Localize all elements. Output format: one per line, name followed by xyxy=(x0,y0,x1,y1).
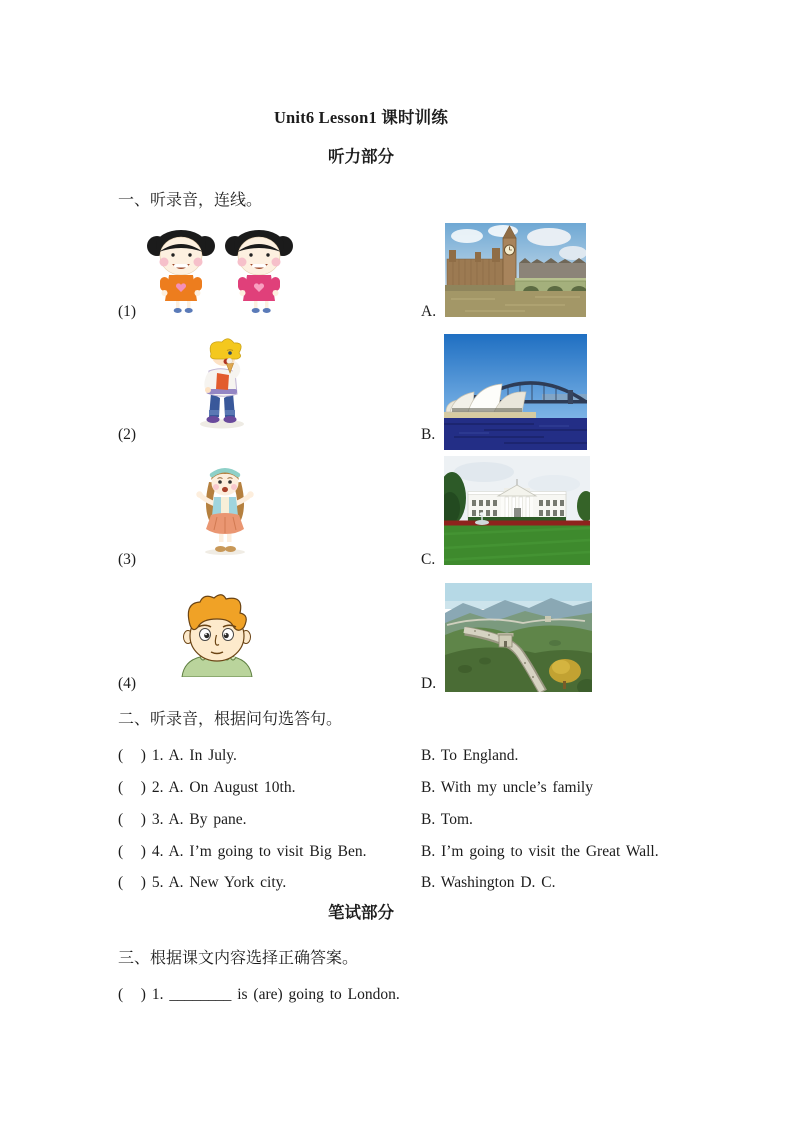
q2-item-2-option-b: B. With my uncle’s family xyxy=(421,779,593,796)
part-one-heading: 一、听录音，连线。 xyxy=(118,192,263,209)
match-number-3: (3) xyxy=(118,551,137,568)
match-letter-c: C. xyxy=(421,551,436,568)
match-letter-b: B. xyxy=(421,426,436,443)
boy-portrait-illustration xyxy=(178,591,256,677)
match-letter-d: D. xyxy=(421,675,437,692)
written-section-banner: 笔试部分 xyxy=(328,903,394,922)
part-two-heading: 二、听录音，根据问句选答句。 xyxy=(118,711,343,728)
big-ben-london-photo xyxy=(445,223,586,317)
match-number-4: (4) xyxy=(118,675,137,692)
great-wall-photo xyxy=(445,583,592,692)
listening-section-banner: 听力部分 xyxy=(328,147,394,166)
match-number-1: (1) xyxy=(118,303,137,320)
q2-item-5-option-a: ( ) 5. A. New York city. xyxy=(118,874,287,891)
q2-item-3-option-b: B. Tom. xyxy=(421,811,473,828)
q2-item-1-option-b: B. To England. xyxy=(421,747,519,764)
q2-item-5-option-b: B. Washington D. C. xyxy=(421,874,556,891)
part-three-heading: 三、根据课文内容选择正确答案。 xyxy=(118,950,359,967)
q2-item-2-option-a: ( ) 2. A. On August 10th. xyxy=(118,779,296,796)
q2-item-3-option-a: ( ) 3. A. By pane. xyxy=(118,811,247,828)
girl-arms-out-illustration xyxy=(195,462,255,555)
match-number-2: (2) xyxy=(118,426,137,443)
q2-item-4-option-a: ( ) 4. A. I’m going to visit Big Ben. xyxy=(118,843,367,860)
q2-item-1-option-a: ( ) 1. A. In July. xyxy=(118,747,237,764)
white-house-photo xyxy=(444,456,590,565)
q3-item-1: ( ) 1. ________ is (are) going to London. xyxy=(118,986,400,1003)
boy-eating-ice-cream-illustration xyxy=(196,337,248,429)
page-title: Unit6 Lesson1 课时训练 xyxy=(273,108,449,127)
twin-girl-left xyxy=(147,230,215,313)
match-letter-a: A. xyxy=(421,303,437,320)
q2-item-4-option-b: B. I’m going to visit the Great Wall. xyxy=(421,843,659,860)
twin-girl-right xyxy=(225,230,293,313)
sydney-opera-house-photo xyxy=(444,334,587,450)
twin-girls-illustration xyxy=(147,226,293,315)
